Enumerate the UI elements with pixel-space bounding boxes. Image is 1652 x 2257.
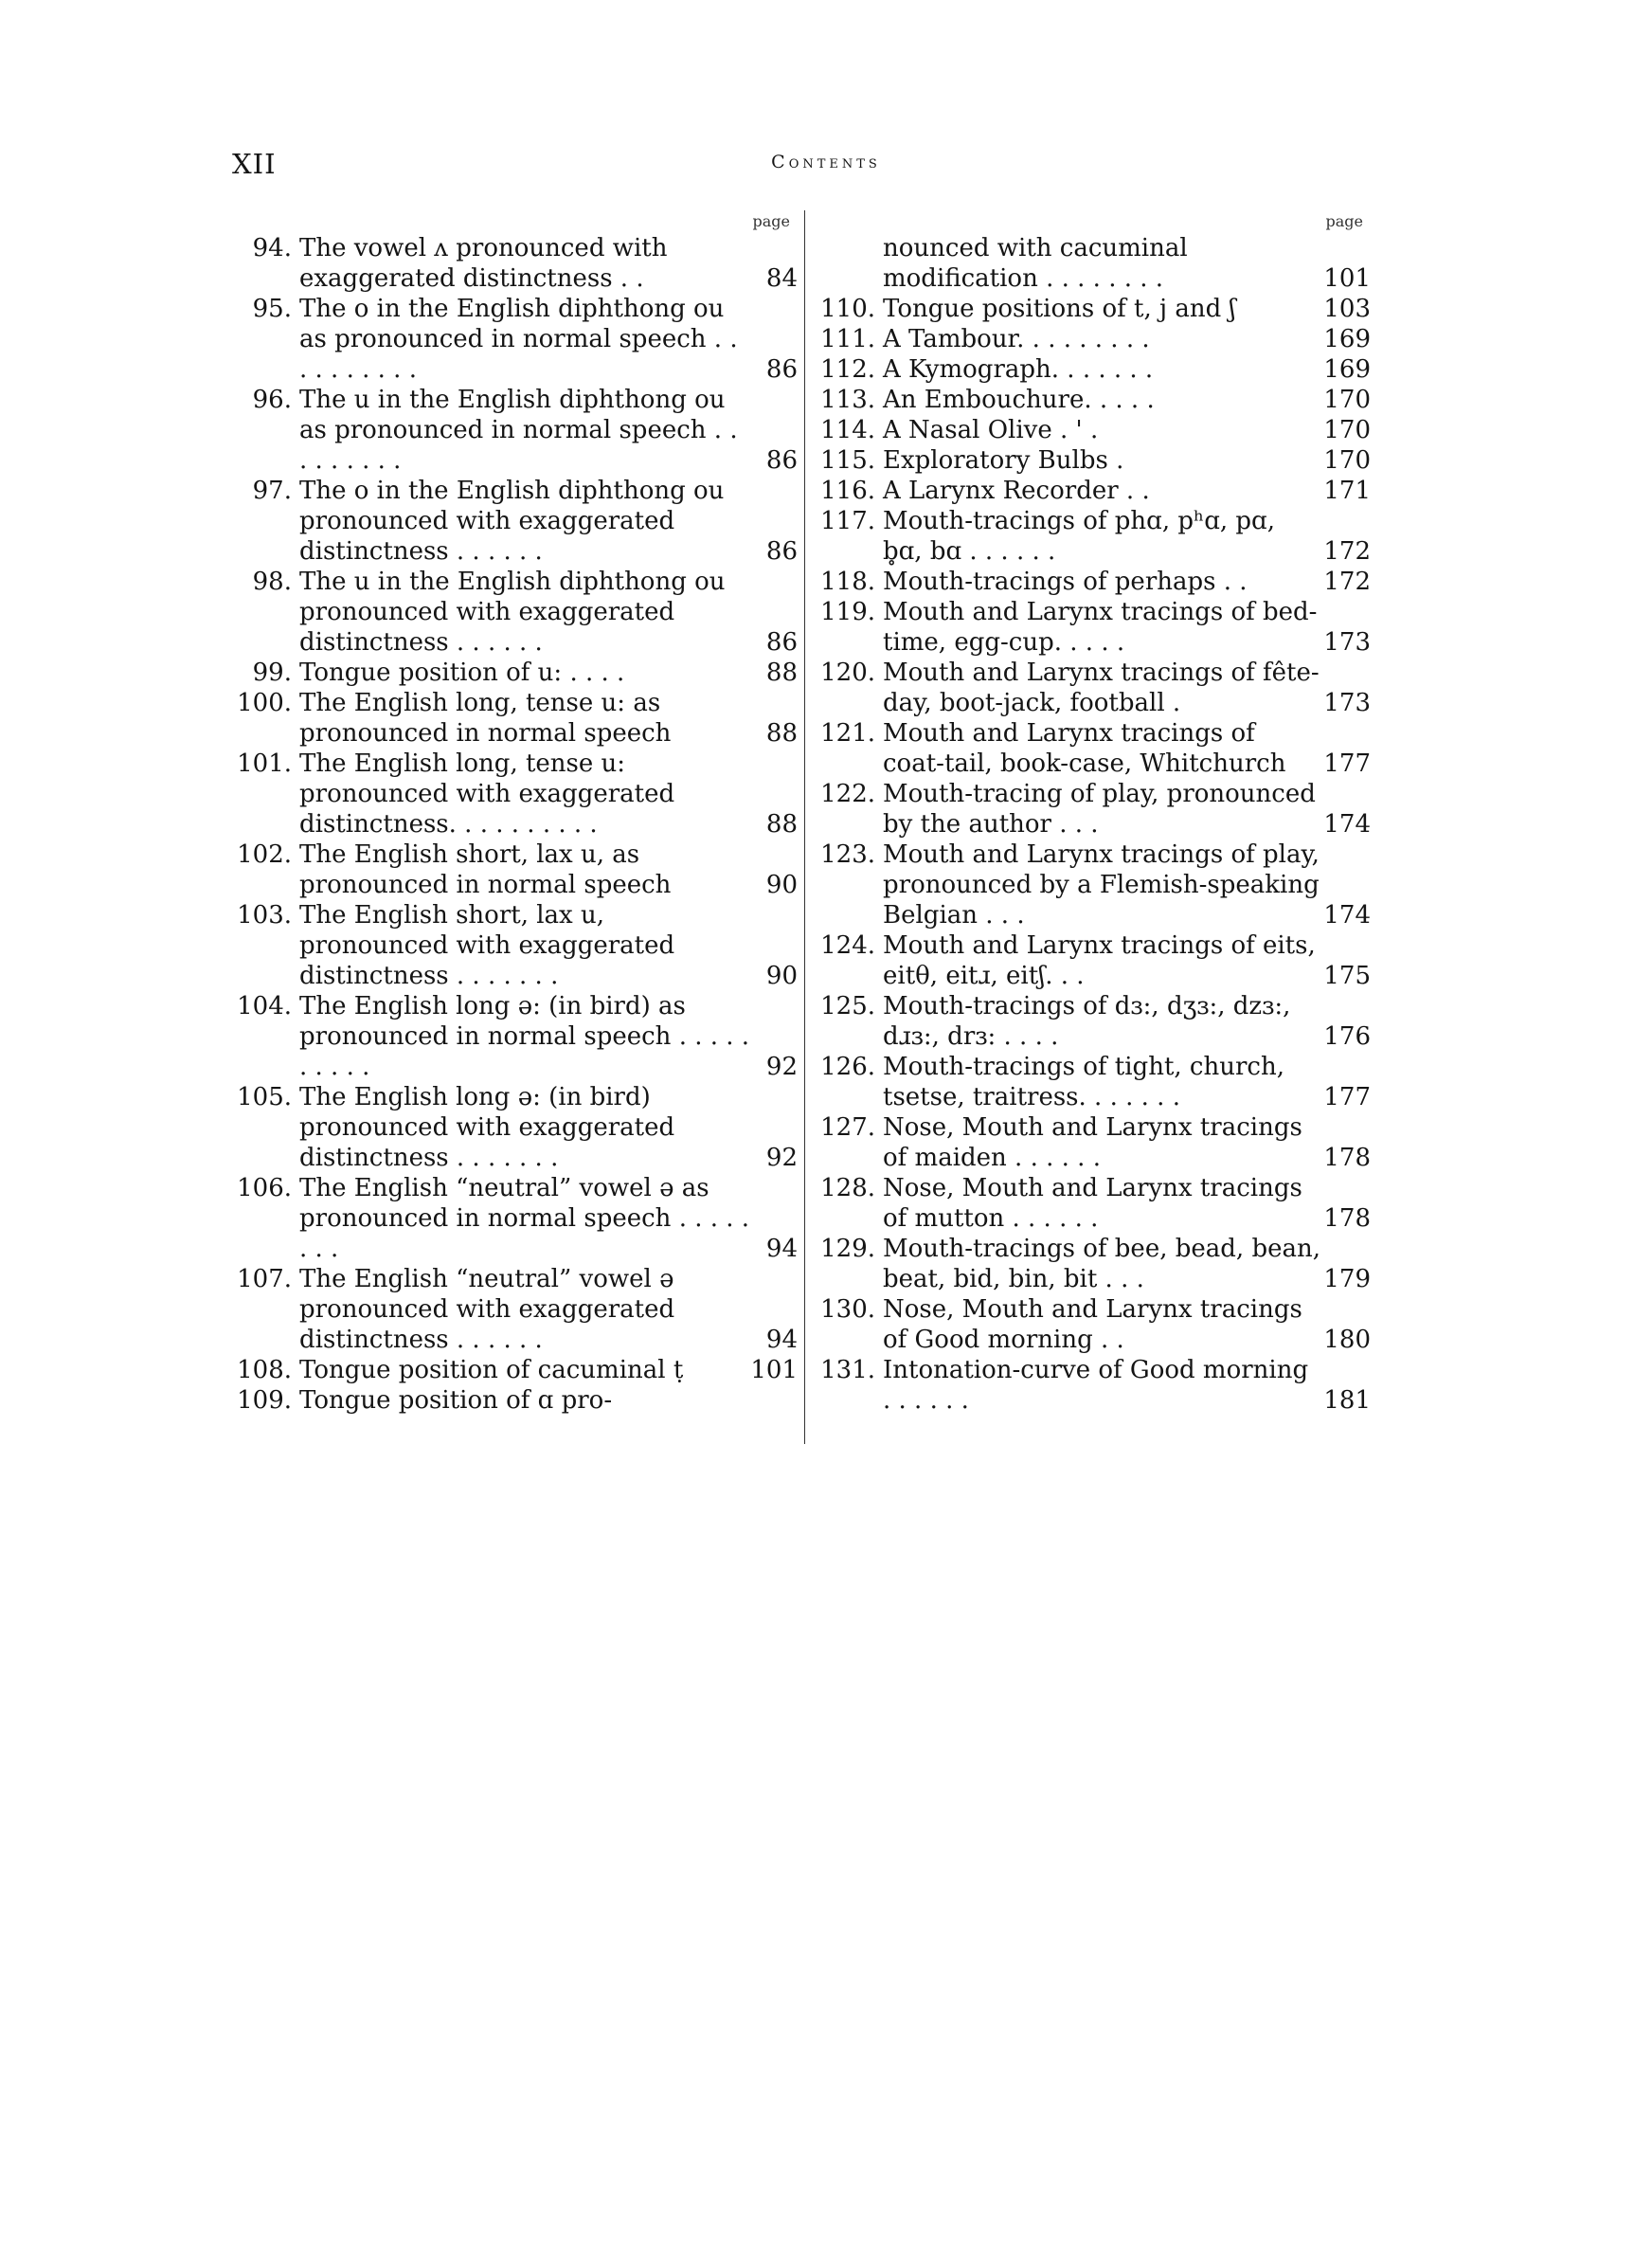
entry-page: 171 xyxy=(1323,477,1371,505)
entry-page: 172 xyxy=(1323,568,1371,596)
toc-entry xyxy=(817,1355,1371,1416)
entry-page: 94 xyxy=(765,1235,798,1263)
contents-left-column xyxy=(231,210,798,1416)
toc-entry xyxy=(817,930,1371,991)
entry-number: 130. xyxy=(820,1295,875,1324)
entry-page: 181 xyxy=(1323,1386,1371,1415)
entry-number: 114. xyxy=(820,416,875,444)
toc-entry xyxy=(231,294,798,385)
entry-page: 177 xyxy=(1323,749,1371,778)
entry-number: 105. xyxy=(237,1083,292,1111)
toc-entry xyxy=(817,567,1371,597)
toc-entry xyxy=(231,658,798,688)
entry-number: 101. xyxy=(237,749,292,778)
entry-text: The o in the English diphthong ou pronounced with exaggerated distinctness . . . . . . xyxy=(299,477,725,566)
entries-list xyxy=(231,233,798,1416)
entry-text: The English “neutral” vowel ə as pronounced in normal speech . . . . . . . . xyxy=(299,1174,750,1263)
toc-entry xyxy=(231,233,798,294)
entry-number: 124. xyxy=(820,931,875,960)
toc-entry xyxy=(817,354,1371,385)
entry-text: The English long, tense u: as pronounced in normal speech xyxy=(299,689,672,748)
entry-page: 176 xyxy=(1323,1022,1371,1051)
entry-page: 170 xyxy=(1323,446,1371,475)
entry-number: 94. xyxy=(252,234,292,262)
entry-text: Mouth-tracings of phɑ, pʰɑ, pɑ, b̥ɑ, bɑ . . . . . . xyxy=(883,507,1275,566)
entry-text: Nose, Mouth and Larynx tracings of mutton . . . . . . xyxy=(883,1174,1302,1233)
entry-text: The English long ə: (in bird) as pronounced in normal speech . . . . . . . . . . xyxy=(299,992,750,1081)
entry-page: 170 xyxy=(1323,416,1371,444)
entry-page: 178 xyxy=(1323,1144,1371,1172)
entry-page: 169 xyxy=(1323,355,1371,384)
entry-number: 99. xyxy=(252,659,292,687)
toc-entry xyxy=(231,1082,798,1173)
entry-page: 101 xyxy=(1323,264,1371,293)
toc-entry xyxy=(817,385,1371,415)
toc-entry xyxy=(231,1264,798,1355)
entry-number: 95. xyxy=(252,295,292,323)
entry-page: 86 xyxy=(765,628,798,657)
toc-entry xyxy=(817,718,1371,779)
entry-page: 172 xyxy=(1323,537,1371,566)
entry-number: 115. xyxy=(820,446,875,475)
toc-entry xyxy=(231,385,798,476)
toc-entry xyxy=(817,840,1371,930)
entry-text: Intonation-curve of Good morning . . . . . . xyxy=(883,1356,1309,1415)
entry-number: 100. xyxy=(237,689,292,717)
entry-text: Mouth-tracing of play, pronounced by the author . . . xyxy=(883,780,1316,839)
entry-text: Mouth-tracings of bee, bead, bean, beat, bid, bin, bit . . . xyxy=(883,1235,1320,1293)
entry-page: 88 xyxy=(765,810,798,839)
entry-page: 86 xyxy=(765,355,798,384)
entry-text: Mouth and Larynx tracings of coat-tail, book-case, Whitchurch xyxy=(883,719,1286,778)
entry-text: A Nasal Olive . ' . xyxy=(883,416,1099,444)
entry-text: Tongue positions of t, j and ʃ xyxy=(883,295,1236,323)
entry-number: 108. xyxy=(237,1356,292,1384)
entries-list xyxy=(817,294,1371,1416)
entry-text: A Kymograph. . . . . . . xyxy=(883,355,1154,384)
toc-entry xyxy=(231,1355,798,1385)
entry-text: A Tambour. . . . . . . . . xyxy=(883,325,1150,353)
entry-number: 119. xyxy=(820,598,875,626)
entry-page: 173 xyxy=(1323,628,1371,657)
toc-entry xyxy=(231,1385,798,1416)
entry-number: 113. xyxy=(820,386,875,414)
entry-number: 107. xyxy=(237,1265,292,1293)
entry-page: 92 xyxy=(765,1053,798,1081)
entry-number: 121. xyxy=(820,719,875,748)
entry-text: Mouth and Larynx tracings of bed-time, egg-cup. . . . . xyxy=(883,598,1318,657)
entry-number: 128. xyxy=(820,1174,875,1202)
page-column-label: page xyxy=(1325,212,1363,230)
toc-entry xyxy=(817,1234,1371,1294)
entry-page: 170 xyxy=(1323,386,1371,414)
entry-number: 104. xyxy=(237,992,292,1020)
entry-number: 122. xyxy=(820,780,875,808)
page-number: XII xyxy=(232,148,277,180)
entry-text: A Larynx Recorder . . xyxy=(883,477,1150,505)
toc-entry xyxy=(231,840,798,900)
entry-number: 110. xyxy=(820,295,875,323)
column-divider xyxy=(804,210,805,1444)
entry-number: 131. xyxy=(820,1356,875,1384)
entry-page: 101 xyxy=(750,1356,798,1384)
entry-number: 123. xyxy=(820,840,875,869)
entry-text: The English long ə: (in bird) pronounced with exaggerated distinctness . . . . . . . xyxy=(299,1083,675,1172)
entry-text: Mouth-tracings of dɜ:, dʒɜ:, dzɜ:, dɹɜ:, drɜ: . . . . xyxy=(883,992,1291,1051)
entry-text: The English long, tense u: pronounced with exaggerated distinctness. . . . . . . . . . xyxy=(299,749,675,839)
toc-entry xyxy=(817,324,1371,354)
toc-entry xyxy=(817,445,1371,476)
entry-page: 86 xyxy=(765,446,798,475)
entry-text: The o in the English diphthong ou as pronounced in normal speech . . . . . . . . . . xyxy=(299,295,738,384)
entry-text: The English short, lax u, pronounced with exaggerated distinctness . . . . . . . xyxy=(299,901,675,990)
entry-text: Mouth-tracings of perhaps . . xyxy=(883,568,1248,596)
entry-page: 90 xyxy=(765,871,798,899)
entry-number: 125. xyxy=(820,992,875,1020)
entry-text: Exploratory Bulbs . xyxy=(883,446,1124,475)
entry-page: 174 xyxy=(1323,810,1371,839)
entry-page: 103 xyxy=(1323,295,1371,323)
entry-number: 111. xyxy=(820,325,875,353)
entry-number: 116. xyxy=(820,477,875,505)
entry-text: The u in the English diphthong ou pronounced with exaggerated distinctness . . . . . . xyxy=(299,568,726,657)
entry-text: The English short, lax u, as pronounced in normal speech xyxy=(299,840,672,899)
toc-entry xyxy=(231,688,798,749)
entry-number xyxy=(817,233,883,294)
entry-text: Tongue position of ɑ pro- xyxy=(299,1386,613,1415)
entry-text: The English “neutral” vowel ə pronounced with exaggerated distinctness . . . . . . xyxy=(299,1265,675,1354)
entry-page: 178 xyxy=(1323,1204,1371,1233)
entry-page: 179 xyxy=(1323,1265,1371,1293)
entry-text: Nose, Mouth and Larynx tracings of maiden . . . . . . xyxy=(883,1113,1302,1172)
toc-entry xyxy=(817,658,1371,718)
entry-number: 112. xyxy=(820,355,875,384)
toc-entry xyxy=(817,991,1371,1052)
entry-page: 88 xyxy=(765,659,798,687)
entry-text: Mouth and Larynx tracings of eits, eitθ, eitɹ, eitʃ. . . xyxy=(883,931,1316,990)
toc-entry xyxy=(817,1052,1371,1112)
entry-text: Mouth-tracings of tight, church, tsetse, traitress. . . . . . . xyxy=(883,1053,1284,1111)
entry-text: An Embouchure. . . . . xyxy=(883,386,1155,414)
entry-number: 103. xyxy=(237,901,292,930)
toc-entry xyxy=(817,1112,1371,1173)
entry-page: 174 xyxy=(1323,901,1371,930)
entry-page: 177 xyxy=(1323,1083,1371,1111)
entry-text: nounced with cacuminal modification . . . . . . . . xyxy=(883,234,1188,293)
entry-text: The vowel ʌ pronounced with exaggerated distinctness . . xyxy=(299,234,668,293)
toc-entry xyxy=(817,1173,1371,1234)
continuation-entry xyxy=(817,233,1371,294)
entry-page: 90 xyxy=(765,962,798,990)
entry-number: 102. xyxy=(237,840,292,869)
toc-entry xyxy=(231,1173,798,1264)
entry-page: 173 xyxy=(1323,689,1371,717)
toc-entry xyxy=(817,476,1371,506)
toc-entry xyxy=(817,415,1371,445)
entry-number: 126. xyxy=(820,1053,875,1081)
running-head: Contents xyxy=(771,152,881,172)
entry-number: 109. xyxy=(237,1386,292,1415)
entry-page: 92 xyxy=(765,1144,798,1172)
toc-entry xyxy=(231,991,798,1082)
entry-page: 94 xyxy=(765,1326,798,1354)
entry-page: 180 xyxy=(1323,1326,1371,1354)
entry-number: 118. xyxy=(820,568,875,596)
page-column-label: page xyxy=(752,212,790,230)
entry-text: Mouth and Larynx tracings of play, pronounced by a Flemish-speaking Belgian . . . xyxy=(883,840,1320,930)
entry-page: 175 xyxy=(1323,962,1371,990)
contents-right-column xyxy=(817,210,1371,1416)
entry-number: 117. xyxy=(820,507,875,535)
entry-text: Mouth and Larynx tracings of fête-day, boot-jack, football . xyxy=(883,659,1320,717)
toc-entry xyxy=(817,294,1371,324)
entry-number: 106. xyxy=(237,1174,292,1202)
entry-page: 86 xyxy=(765,537,798,566)
toc-entry xyxy=(817,506,1371,567)
entry-number: 98. xyxy=(252,568,292,596)
entry-number: 127. xyxy=(820,1113,875,1142)
toc-entry xyxy=(817,1294,1371,1355)
entry-page: 169 xyxy=(1323,325,1371,353)
entry-text: Nose, Mouth and Larynx tracings of Good morning . . xyxy=(883,1295,1302,1354)
toc-entry xyxy=(231,749,798,840)
entry-page: 88 xyxy=(765,719,798,748)
entry-number: 129. xyxy=(820,1235,875,1263)
entry-page: 84 xyxy=(765,264,798,293)
entry-text: The u in the English diphthong ou as pronounced in normal speech . . . . . . . . . xyxy=(299,386,738,475)
entry-number: 120. xyxy=(820,659,875,687)
toc-entry xyxy=(817,779,1371,840)
entry-text: Tongue position of cacuminal ṭ xyxy=(299,1356,684,1384)
toc-entry xyxy=(231,476,798,567)
entry-number: 97. xyxy=(252,477,292,505)
toc-entry xyxy=(231,900,798,991)
entry-number: 96. xyxy=(252,386,292,414)
entry-text: Tongue position of u: . . . . xyxy=(299,659,625,687)
toc-entry xyxy=(231,567,798,658)
toc-entry xyxy=(817,597,1371,658)
